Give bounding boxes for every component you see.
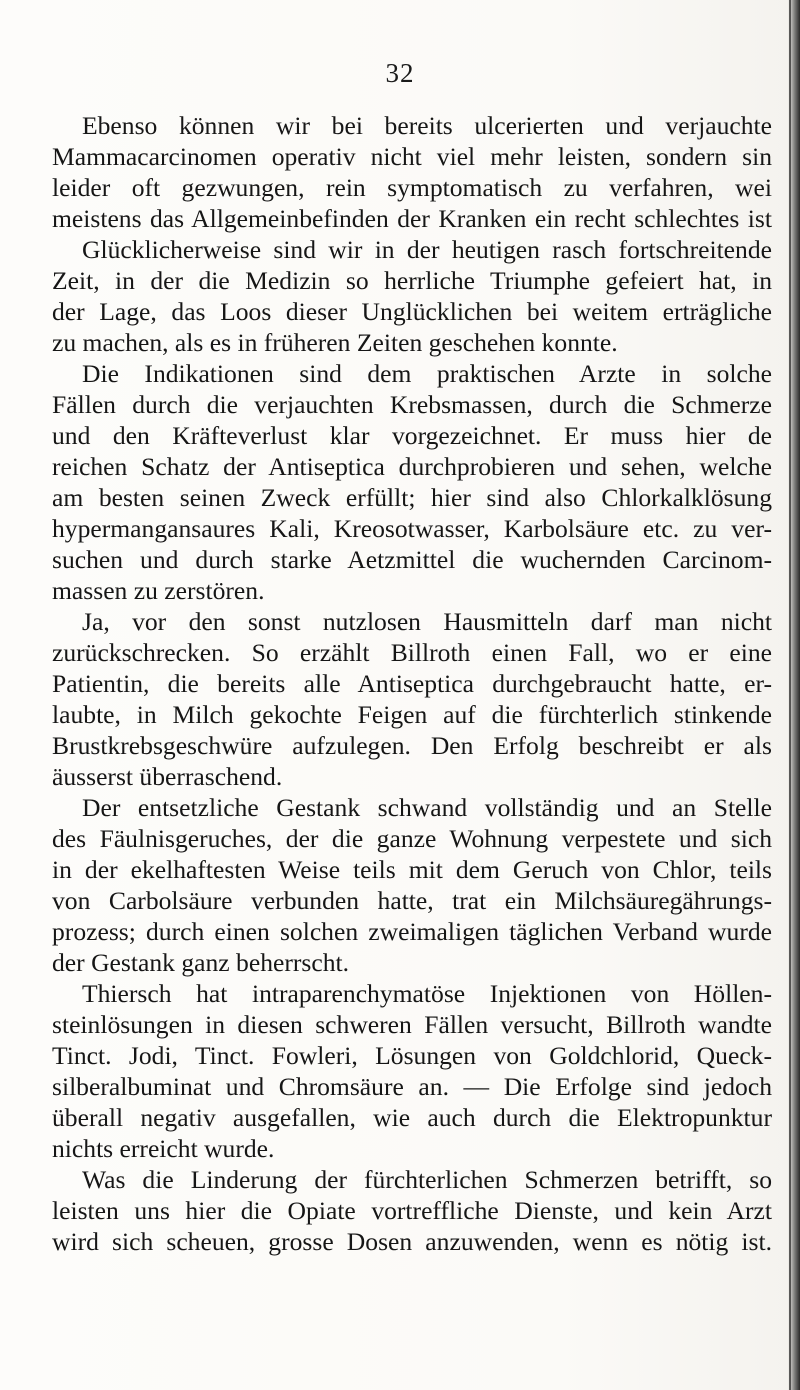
text-line: Fällen durch die verjauchten Krebsmassen, durch die Schmerze: [52, 390, 772, 419]
text-line: Tinct. Jodi, Tinct. Fowleri, Lösungen von Goldchlorid, Queck-: [52, 1041, 772, 1070]
text-line: Der entsetzliche Gestank schwand vollständig und an Stelle: [82, 793, 772, 822]
text-line: zu machen, als es in früheren Zeiten geschehen konnte.: [52, 328, 618, 357]
binding-shadow-line: [789, 0, 791, 1390]
text-line: und den Kräfteverlust klar vorgezeichnet. Er muss hier de: [52, 421, 772, 450]
text-line: äusserst überraschend.: [52, 762, 283, 791]
text-line: suchen und durch starke Aetzmittel die wuchernden Carcinom-: [52, 545, 772, 574]
text-line: von Carbolsäure verbunden hatte, trat ein Milchsäuregährungs-: [52, 886, 772, 915]
text-line: nichts erreicht wurde.: [52, 1134, 275, 1163]
text-line: meistens das Allgemeinbefinden der Kranken ein recht schlechtes ist: [52, 204, 772, 233]
text-line: Glücklicherweise sind wir in der heutigen rasch fortschreitende: [82, 235, 772, 264]
text-line: Brustkrebsgeschwüre aufzulegen. Den Erfolg beschreibt er als: [52, 731, 772, 760]
text-line: Die Indikationen sind dem praktischen Arzte in solche: [82, 359, 772, 388]
text-line: leider oft gezwungen, rein symptomatisch zu verfahren, wei: [52, 173, 772, 202]
text-line: der Gestank ganz beherrscht.: [52, 948, 350, 977]
text-line: hypermangansaures Kali, Kreosotwasser, Karbolsäure etc. zu ver-: [52, 514, 772, 543]
text-line: Ebenso können wir bei bereits ulcerierten und verjauchte: [82, 111, 772, 140]
text-line: silberalbuminat und Chromsäure an. — Die Erfolge sind jedoch: [52, 1072, 772, 1101]
text-line: des Fäulnisgeruches, der die ganze Wohnung verpestete und sich: [52, 824, 772, 853]
text-line: Was die Linderung der fürchterlichen Schmerzen betrifft, so: [82, 1165, 772, 1194]
text-line: Thiersch hat intraparenchymatöse Injektionen von Höllen-: [82, 979, 772, 1008]
text-line: am besten seinen Zweck erfüllt; hier sind also Chlorkalklösung: [52, 483, 772, 512]
text-line: Ja, vor den sonst nutzlosen Hausmitteln darf man nicht: [82, 607, 772, 636]
text-line: in der ekelhaftesten Weise teils mit dem Geruch von Chlor, teils: [52, 855, 772, 884]
text-line: steinlösungen in diesen schweren Fällen versucht, Billroth wandte: [52, 1010, 772, 1039]
text-line: reichen Schatz der Antiseptica durchprobieren und sehen, welche: [52, 452, 772, 481]
text-line: massen zu zerstören.: [52, 576, 265, 605]
text-line: zurückschrecken. So erzählt Billroth einen Fall, wo er eine: [52, 638, 772, 667]
text-line: Zeit, in der die Medizin so herrliche Triumphe gefeiert hat, in: [52, 266, 772, 295]
body-text: [52, 110, 772, 1257]
text-line: Mammacarcinomen operativ nicht viel mehr leisten, sondern sin: [52, 142, 772, 171]
text-line: leisten uns hier die Opiate vortreffliche Dienste, und kein Arzt: [52, 1196, 772, 1225]
text-line: der Lage, das Loos dieser Unglücklichen bei weitem erträgliche: [52, 297, 772, 326]
text-line: wird sich scheuen, grosse Dosen anzuwenden, wenn es nötig ist.: [52, 1227, 772, 1256]
text-line: prozess; durch einen solchen zweimaligen täglichen Verband wurde: [52, 917, 772, 946]
page-number: 32: [385, 58, 415, 88]
text-line: Patientin, die bereits alle Antiseptica durchgebraucht hatte, er-: [52, 669, 772, 698]
text-line: laubte, in Milch gekochte Feigen auf die fürchterlich stinkende: [52, 700, 772, 729]
text-line: überall negativ ausgefallen, wie auch durch die Elektropunktur: [52, 1103, 772, 1132]
